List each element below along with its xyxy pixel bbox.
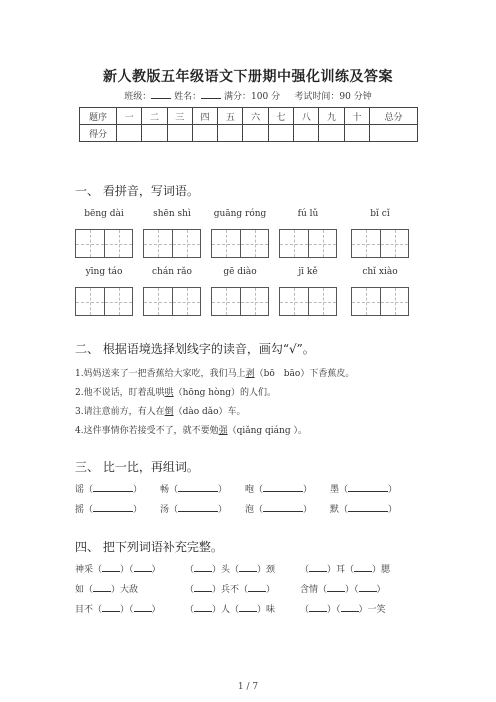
compare-item[interactable]: 墨（ ）	[330, 485, 398, 495]
score-header-cell: 总分	[369, 108, 417, 125]
grid-cell[interactable]	[280, 230, 308, 257]
writing-grid[interactable]	[351, 229, 409, 258]
compare-item[interactable]: 默（ ）	[330, 505, 398, 515]
grid-cell[interactable]	[240, 288, 268, 315]
pinyin-label: yīng táo	[85, 267, 123, 277]
score-header-cell: 七	[268, 108, 293, 125]
grid-cell[interactable]	[144, 288, 172, 315]
idiom-item[interactable]: 目不（ ）（ ）	[75, 605, 161, 615]
idiom-item[interactable]: （ ）头（ ）颈	[185, 565, 276, 575]
compare-item[interactable]: 摇（ ）	[75, 505, 143, 515]
grid-cell[interactable]	[172, 230, 200, 257]
grid-cell[interactable]	[240, 230, 268, 257]
score-cell[interactable]	[192, 125, 217, 142]
pinyin-label: shēn shì	[153, 209, 191, 219]
idiom-item[interactable]: 如（ ）大敌	[75, 585, 139, 595]
writing-grid[interactable]	[143, 229, 201, 258]
score-table	[79, 107, 418, 142]
score-cell[interactable]	[369, 125, 417, 142]
underlined-char: 倒	[164, 407, 174, 417]
idiom-item[interactable]: 神采（ ）（ ）	[75, 565, 161, 575]
pinyin-label: jī kě	[298, 267, 318, 277]
grid-cell[interactable]	[76, 230, 104, 257]
score-header-cell: 一	[117, 108, 142, 125]
score-cell[interactable]	[243, 125, 268, 142]
grid-cell[interactable]	[380, 230, 408, 257]
score-header-cell: 三	[167, 108, 192, 125]
score-header-cell: 九	[319, 108, 344, 125]
name-label: 姓名：	[174, 92, 202, 102]
grid-cell[interactable]	[308, 288, 336, 315]
section3-heading: 三、 比一比，再组词。	[75, 460, 199, 474]
grid-cell[interactable]	[352, 230, 380, 257]
page-title: 新人教版五年级语文下册期中强化训练及答案	[103, 69, 393, 85]
page-number: 1 / 7	[237, 682, 259, 692]
score-cell[interactable]	[268, 125, 293, 142]
score-header-cell: 题序	[80, 108, 117, 125]
grid-cell[interactable]	[352, 288, 380, 315]
compare-item[interactable]: 谣（ ）	[75, 485, 143, 495]
pinyin-label: guāng róng	[213, 209, 267, 219]
question-line: 4.这件事情你若接受不了，就不要勉强（qiǎng qiáng ）。	[75, 426, 307, 436]
score-cell[interactable]	[142, 125, 167, 142]
score-cell[interactable]	[218, 125, 243, 142]
grid-cell[interactable]	[212, 230, 240, 257]
idiom-item[interactable]: （ ）（ ）一笑	[300, 605, 386, 615]
exam-time: 考试时间：90 分钟	[294, 92, 372, 102]
writing-grid[interactable]	[211, 229, 269, 258]
pinyin-label: chǐ xiào	[362, 267, 398, 277]
class-blank	[151, 90, 171, 99]
question-line: 3.请注意前方，有人在倒（dào dǎo）车。	[75, 407, 246, 417]
pinyin-label: gē diào	[223, 267, 257, 277]
idiom-item[interactable]: （ ）兵不（ ）	[185, 585, 276, 595]
writing-grid[interactable]	[279, 287, 337, 316]
grid-cell[interactable]	[172, 288, 200, 315]
grid-cell[interactable]	[144, 230, 172, 257]
exam-info	[0, 89, 496, 102]
score-value-row	[80, 125, 418, 142]
writing-grid[interactable]	[75, 287, 133, 316]
class-label: 班级：	[124, 92, 152, 102]
score-header-cell: 四	[192, 108, 217, 125]
underlined-char: 强	[218, 426, 228, 436]
full-score: 满分：100 分	[224, 92, 281, 102]
underlined-char: 哄	[164, 388, 174, 398]
score-cell[interactable]	[117, 125, 142, 142]
grid-cell[interactable]	[380, 288, 408, 315]
compare-item[interactable]: 汤（ ）	[160, 505, 228, 515]
pinyin-label: bēng dài	[84, 209, 124, 219]
idiom-item[interactable]: （ ）耳（ ）腮	[300, 565, 391, 575]
score-cell[interactable]	[167, 125, 192, 142]
score-header-cell: 六	[243, 108, 268, 125]
grid-cell[interactable]	[104, 230, 132, 257]
writing-grid[interactable]	[143, 287, 201, 316]
writing-grid[interactable]	[75, 229, 133, 258]
score-header-cell: 二	[142, 108, 167, 125]
pinyin-label: chán rǎo	[152, 267, 192, 277]
grid-cell[interactable]	[104, 288, 132, 315]
idiom-item[interactable]: （ ）人（ ）味	[185, 605, 276, 615]
score-cell[interactable]	[319, 125, 344, 142]
question-line: 1.妈妈送来了一把香蕉给大家吃，我们马上剥（bō bāo）下香蕉皮。	[75, 369, 355, 379]
score-cell[interactable]	[344, 125, 369, 142]
section1-heading: 一、 看拼音，写词语。	[75, 184, 199, 198]
grid-cell[interactable]	[212, 288, 240, 315]
name-blank	[201, 90, 221, 99]
writing-grid[interactable]	[211, 287, 269, 316]
grid-cell[interactable]	[76, 288, 104, 315]
score-header-cell: 八	[294, 108, 319, 125]
pinyin-label: fú lǔ	[297, 209, 319, 219]
score-header-cell: 十	[344, 108, 369, 125]
question-line: 2.他不说话，盯着乱哄哄（hōng hòng）的人们。	[75, 388, 277, 398]
score-header-cell: 五	[218, 108, 243, 125]
score-cell[interactable]	[294, 125, 319, 142]
grid-cell[interactable]	[280, 288, 308, 315]
writing-grid[interactable]	[351, 287, 409, 316]
grid-cell[interactable]	[308, 230, 336, 257]
writing-grid[interactable]	[279, 229, 337, 258]
compare-item[interactable]: 泡（ ）	[245, 505, 313, 515]
underlined-char: 剥	[245, 369, 255, 379]
idiom-item[interactable]: 含情（ ）（ ）	[300, 585, 386, 595]
section4-heading: 四、 把下列词语补充完整。	[75, 540, 223, 554]
score-header-row	[80, 108, 418, 125]
pinyin-label: bǐ cǐ	[370, 209, 390, 219]
compare-item[interactable]: 畅（ ）	[160, 485, 228, 495]
section2-heading: 二、 根据语境选择划线字的读音，画勾“√”。	[75, 342, 315, 356]
score-row-label: 得分	[80, 125, 117, 142]
compare-item[interactable]: 咆（ ）	[245, 485, 313, 495]
